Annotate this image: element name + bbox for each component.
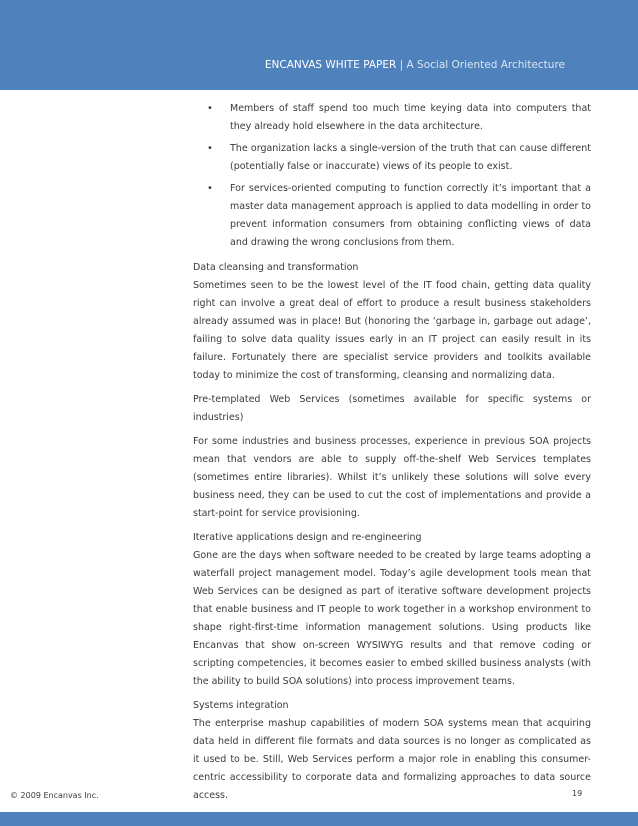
section-paragraph: Gone are the days when software needed to be created by large teams adopting a waterfall project management model. Today’s agile development tools mean that Web Services can be designed as part of iterative software development projects that enable business and IT people to work together in a workshop environment to shape right-first-time information management solutions. Using products like Encanvas that show on-screen WYSIWYG results and that remove coding or scripting competencies, it becomes easier to embed skilled business analysts (with the ability to build SOA solutions) into process improvement teams.: [193, 550, 591, 687]
section-data-cleansing: [193, 259, 591, 385]
bullet-list: [193, 100, 591, 252]
bullet-text: For services-oriented computing to function correctly it’s important that a master data management approach is applied to data modelling in order to prevent information consumers from obtaining conflicting views of data and drawing the wrong conclusions from them.: [230, 183, 591, 248]
bullet-item: [193, 140, 591, 176]
section-heading: Data cleansing and transformation: [193, 262, 359, 273]
title-separator: |: [399, 59, 404, 71]
section-heading: Iterative applications design and re-engineering: [193, 532, 422, 543]
document-subtitle: A Social Oriented Architecture: [406, 59, 565, 71]
section-paragraph: For some industries and business processes, experience in previous SOA projects mean that vendors are able to supply off-the-shelf Web Services templates (sometimes entire libraries). Whilst it’s unlikely these solutions will solve every business need, they can be used to cut the cost of implementations and provide a start-point for service provisioning.: [193, 436, 591, 519]
section-iterative-design: [193, 529, 591, 691]
bullet-glyph: •: [207, 103, 213, 114]
footer-copyright: © 2009 Encanvas Inc.: [10, 791, 99, 800]
section-pre-templated: [193, 391, 591, 523]
footer-band: [0, 812, 638, 826]
page-number: 19: [572, 789, 583, 798]
bullet-item: [193, 100, 591, 136]
page-body: [193, 100, 591, 811]
section-heading: Systems integration: [193, 700, 289, 711]
bullet-text: The organization lacks a single-version of the truth that can cause different (potentially false or inaccurate) views of its people to exist.: [230, 143, 591, 172]
section-paragraph: The enterprise mashup capabilities of modern SOA systems mean that acquiring data held in different file formats and data sources is no longer as complicated as it used to be. Still, Web Services perform a major role in enabling this consumer-centric accessibility to corporate data and formalizing approaches to data source access.: [193, 718, 591, 801]
bullet-text: Members of staff spend too much time keying data into computers that they already hold elsewhere in the data architecture.: [230, 103, 591, 132]
bullet-item: [193, 180, 591, 252]
bullet-glyph: •: [207, 143, 213, 154]
bullet-glyph: •: [207, 183, 213, 194]
header-title: [0, 59, 565, 71]
header-band: [0, 0, 638, 90]
section-systems-integration: [193, 697, 591, 805]
document-title: ENCANVAS WHITE PAPER: [264, 59, 397, 71]
section-heading: Pre-templated Web Services (sometimes available for specific systems or industries): [193, 394, 591, 423]
section-paragraph: Sometimes seen to be the lowest level of the IT food chain, getting data quality right can involve a great deal of effort to produce a result business stakeholders already assumed was in place! But (honoring the ‘garbage in, garbage out adage’, failing to solve data quality issues early in an IT project can easily result in its failure. Fortunately there are specialist service providers and toolkits available today to minimize the cost of transforming, cleansing and normalizing data.: [193, 280, 591, 381]
